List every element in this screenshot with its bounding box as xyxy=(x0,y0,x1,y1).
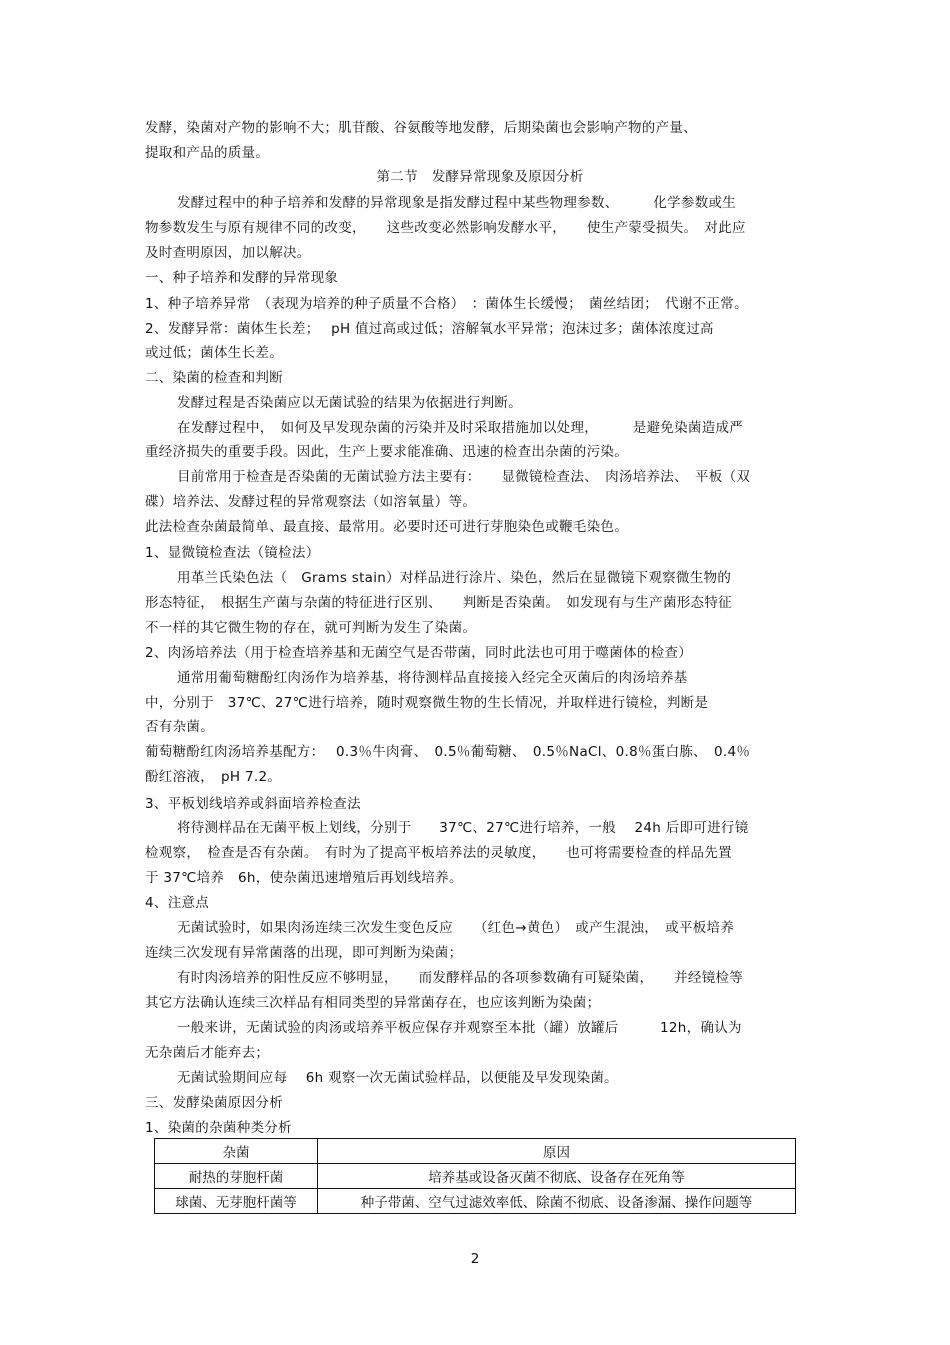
subheading: 1、显微镜检查法（镜检法） xyxy=(145,545,320,561)
table-header-cell: 原因 xyxy=(318,1139,796,1164)
subheading: 三、发酵染菌原因分析 xyxy=(145,1095,283,1111)
text-line: 1、种子培养异常 （表现为培养的种子质量不合格） ：菌体生长缓慢； 菌丝结团； 代谢不正常。 xyxy=(145,296,748,312)
table-row xyxy=(155,1164,796,1189)
text-line: 发酵过程是否染菌应以无菌试验的结果为依据进行判断。 xyxy=(177,395,522,411)
text-line: 葡萄糖酚红肉汤培养基配方： 0.3％牛肉膏、 0.5％葡萄糖、 0.5％NaCl、0.8％蛋白胨、 0.4％ xyxy=(145,744,751,760)
text-line: 此法检查杂菌最简单、最直接、最常用。必要时还可进行芽胞染色或鞭毛染色。 xyxy=(145,519,628,535)
text-line: 检观察， 检查是否有杂菌。 有时为了提高平板培养法的灵敏度， 也可将需要检查的样品先置 xyxy=(145,845,732,861)
text-line: 在发酵过程中， 如何及早发现杂菌的污染并及时采取措施加以处理， 是避免染菌造成严 xyxy=(177,420,744,436)
text-line: 发酵，染菌对产物的影响不大；肌苷酸、谷氨酸等地发酵，后期染菌也会影响产物的产量、 xyxy=(145,120,697,136)
subheading: 2、肉汤培养法（用于检查培养基和无菌空气是否带菌，同时此法也可用于噬菌体的检查） xyxy=(145,645,693,661)
text-line: 酚红溶液， pH 7.2。 xyxy=(145,769,282,785)
text-line: 目前常用于检查是否染菌的无菌试验方法主要有： 显微镜检查法、 肉汤培养法、 平板（双 xyxy=(177,469,751,485)
table-row xyxy=(155,1189,796,1214)
text-line: 连续三次发现有异常菌落的出现，即可判断为染菌； xyxy=(145,945,463,961)
text-line: 于 37℃培养 6h，使杂菌迅速增殖后再划线培养。 xyxy=(145,870,463,886)
page-number: 2 xyxy=(470,1251,480,1267)
text-line: 形态特征， 根据生产菌与杂菌的特征进行区别、 判断是否染菌。 如发现有与生产菌形态特征 xyxy=(145,595,732,611)
table-header-row xyxy=(155,1139,796,1164)
subheading: 3、平板划线培养或斜面培养检查法 xyxy=(145,796,361,812)
text-line: 重经济损失的重要手段。因此，生产上要求能准确、迅速的检查出杂菌的污染。 xyxy=(145,444,628,460)
table-cell: 种子带菌、空气过滤效率低、除菌不彻底、设备渗漏、操作问题等 xyxy=(318,1189,796,1214)
text-line: 中，分别于 37℃、27℃进行培养，随时观察微生物的生长情况，并取样进行镜检，判断是 xyxy=(145,695,709,711)
text-line: 一般来讲，无菌试验的肉汤或培养平板应保存并观察至本批（罐）放罐后 12h，确认为 xyxy=(177,1020,742,1036)
text-line: 碟）培养法、发酵过程的异常观察法（如溶氧量）等。 xyxy=(145,494,477,510)
text-line: 无杂菌后才能弃去； xyxy=(145,1045,270,1061)
text-line: 否有杂菌。 xyxy=(145,719,214,735)
subheading: 一、种子培养和发酵的异常现象 xyxy=(145,270,339,286)
text-line: 提取和产品的质量。 xyxy=(145,145,270,161)
text-line: 用革兰氏染色法（ Grams stain）对样品进行涂片、染色，然后在显微镜下观察微生物的 xyxy=(177,570,732,586)
text-line: 发酵过程中的种子培养和发酵的异常现象是指发酵过程中某些物理参数、 化学参数或生 xyxy=(177,195,737,211)
subheading: 4、注意点 xyxy=(145,895,210,911)
text-line: 通常用葡萄糖酚红肉汤作为培养基，将待测样品直接接入经完全灭菌后的肉汤培养基 xyxy=(177,670,688,686)
table-header-cell: 杂菌 xyxy=(155,1139,318,1164)
text-line: 或过低；菌体生长差。 xyxy=(145,345,283,361)
text-line: 不一样的其它微生物的存在，就可判断为发生了染菌。 xyxy=(145,620,477,636)
subheading: 1、染菌的杂菌种类分析 xyxy=(145,1120,292,1136)
table-cell: 耐热的芽胞杆菌 xyxy=(155,1164,318,1189)
table-cell: 培养基或设备灭菌不彻底、设备存在死角等 xyxy=(318,1164,796,1189)
section-heading: 第二节 发酵异常现象及原因分析 xyxy=(376,169,584,185)
text-line: 及时查明原因，加以解决。 xyxy=(145,245,311,261)
text-line: 物参数发生与原有规律不同的改变， 这些改变必然影响发酵水平， 使生产蒙受损失。 对此应 xyxy=(145,220,746,236)
text-line: 有时肉汤培养的阳性反应不够明显， 而发酵样品的各项参数确有可疑染菌， 并经镜检等 xyxy=(177,970,744,986)
text-line: 其它方法确认连续三次样品有相同类型的异常菌存在，也应该判断为染菌； xyxy=(145,995,601,1011)
text-line: 无菌试验时，如果肉汤连续三次发生变色反应 （红色→黄色） 或产生混浊， 或平板培养 xyxy=(177,920,735,936)
text-line: 无菌试验期间应每 6h 观察一次无菌试验样品，以便能及早发现染菌。 xyxy=(177,1070,618,1086)
table-cell: 球菌、无芽胞杆菌等 xyxy=(155,1189,318,1214)
subheading: 二、染菌的检查和判断 xyxy=(145,370,283,386)
contamination-table xyxy=(154,1138,796,1214)
text-line: 将待测样品在无菌平板上划线，分别于 37℃、27℃进行培养，一般 24h 后即可进行镜 xyxy=(177,820,749,836)
text-line: 2、发酵异常：菌体生长差； pH 值过高或过低；溶解氧水平异常；泡沫过多；菌体浓度过高 xyxy=(145,321,714,337)
